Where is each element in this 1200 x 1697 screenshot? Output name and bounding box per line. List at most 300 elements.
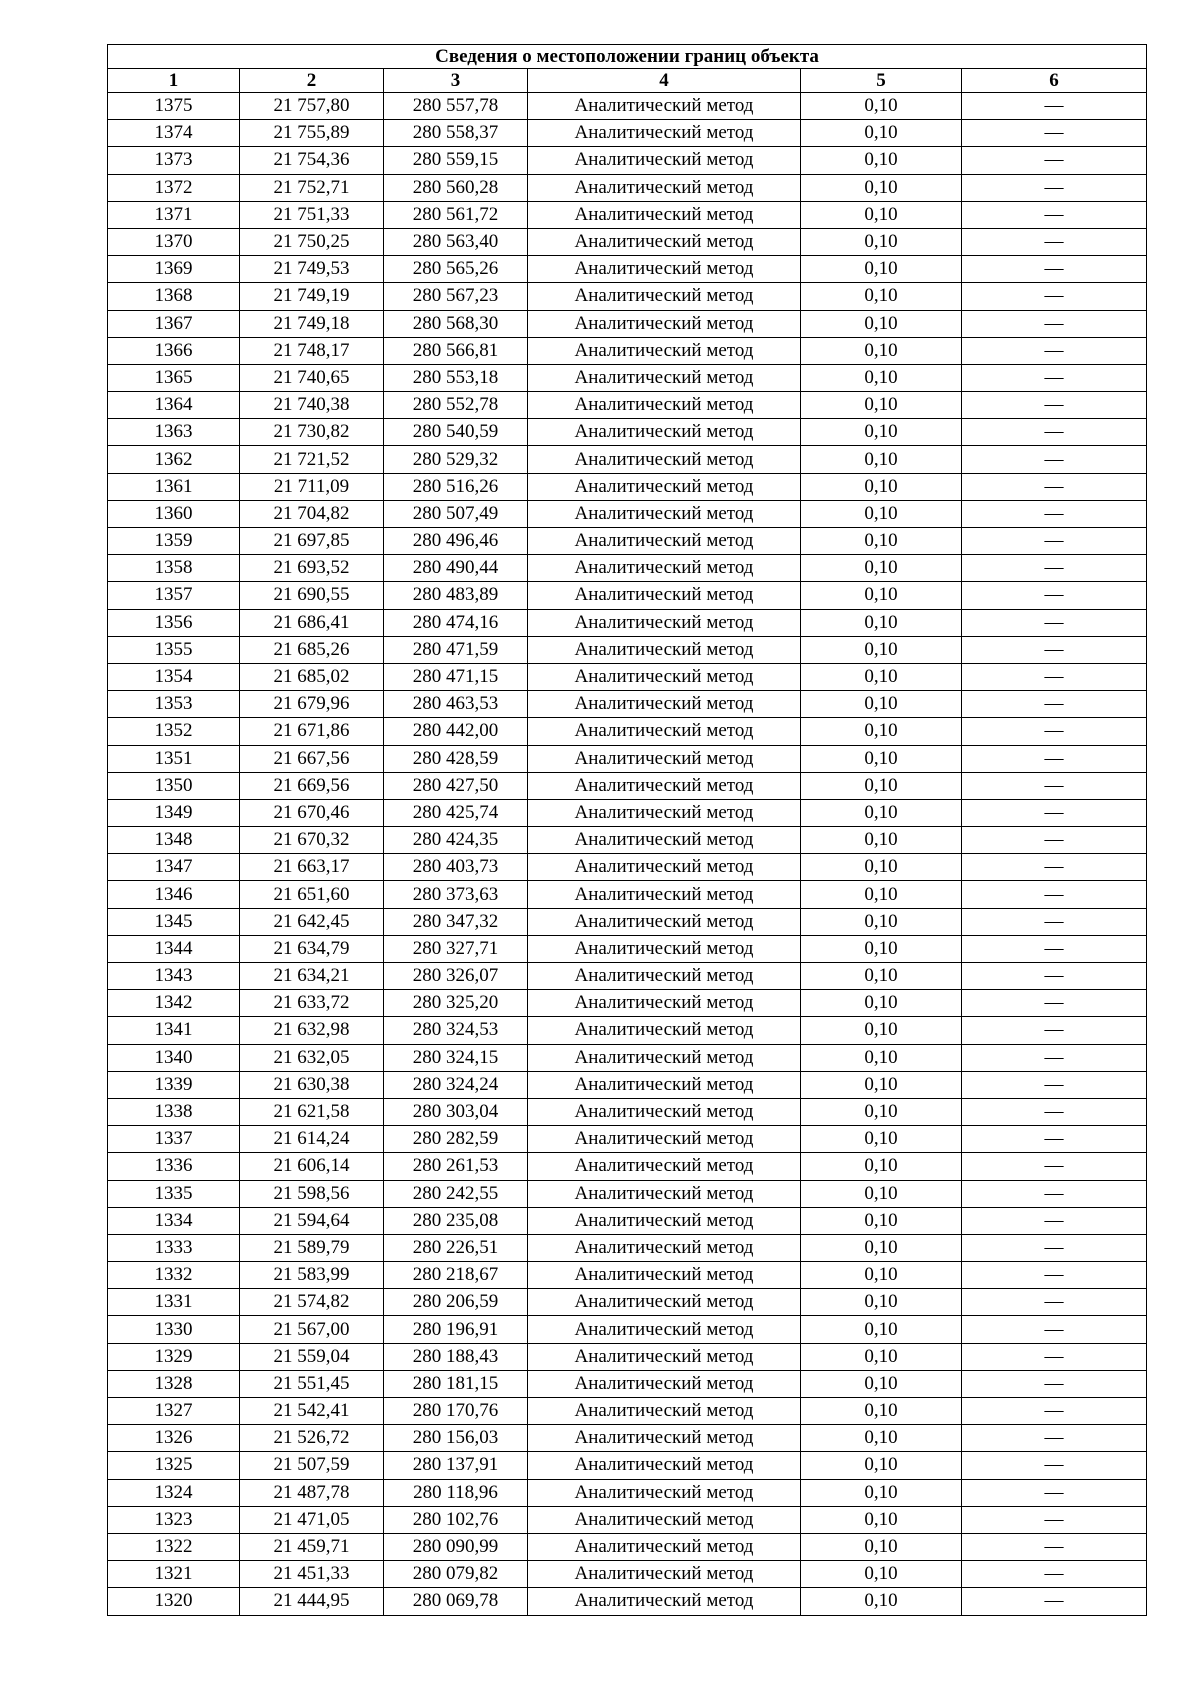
description-cell: — xyxy=(962,419,1147,446)
table-row xyxy=(108,663,1147,690)
accuracy-cell: 0,10 xyxy=(801,1071,962,1098)
table-row xyxy=(108,1343,1147,1370)
table-head xyxy=(108,45,1147,93)
y-coordinate-cell: 280 424,35 xyxy=(384,827,528,854)
x-coordinate-cell: 21 704,82 xyxy=(240,500,384,527)
y-coordinate-cell: 280 540,59 xyxy=(384,419,528,446)
description-cell: — xyxy=(962,1071,1147,1098)
accuracy-cell: 0,10 xyxy=(801,283,962,310)
method-cell: Аналитический метод xyxy=(528,1588,801,1615)
accuracy-cell: 0,10 xyxy=(801,1017,962,1044)
accuracy-cell: 0,10 xyxy=(801,256,962,283)
y-coordinate-cell: 280 483,89 xyxy=(384,582,528,609)
description-cell: — xyxy=(962,228,1147,255)
table-row xyxy=(108,1234,1147,1261)
point-number-cell: 1352 xyxy=(108,718,240,745)
accuracy-cell: 0,10 xyxy=(801,1044,962,1071)
method-cell: Аналитический метод xyxy=(528,555,801,582)
accuracy-cell: 0,10 xyxy=(801,663,962,690)
method-cell: Аналитический метод xyxy=(528,1343,801,1370)
point-number-cell: 1356 xyxy=(108,609,240,636)
description-cell: — xyxy=(962,310,1147,337)
method-cell: Аналитический метод xyxy=(528,854,801,881)
accuracy-cell: 0,10 xyxy=(801,392,962,419)
description-cell: — xyxy=(962,1044,1147,1071)
table-row xyxy=(108,963,1147,990)
x-coordinate-cell: 21 589,79 xyxy=(240,1234,384,1261)
method-cell: Аналитический метод xyxy=(528,1180,801,1207)
table-row xyxy=(108,908,1147,935)
table-row xyxy=(108,1370,1147,1397)
table-row xyxy=(108,283,1147,310)
accuracy-cell: 0,10 xyxy=(801,908,962,935)
x-coordinate-cell: 21 749,53 xyxy=(240,256,384,283)
point-number-cell: 1339 xyxy=(108,1071,240,1098)
table-row xyxy=(108,419,1147,446)
description-cell: — xyxy=(962,1425,1147,1452)
x-coordinate-cell: 21 685,26 xyxy=(240,636,384,663)
description-cell: — xyxy=(962,500,1147,527)
table-row xyxy=(108,799,1147,826)
table-row xyxy=(108,500,1147,527)
accuracy-cell: 0,10 xyxy=(801,799,962,826)
method-cell: Аналитический метод xyxy=(528,1071,801,1098)
table-row xyxy=(108,990,1147,1017)
x-coordinate-cell: 21 754,36 xyxy=(240,147,384,174)
method-cell: Аналитический метод xyxy=(528,1561,801,1588)
x-coordinate-cell: 21 667,56 xyxy=(240,745,384,772)
table-row xyxy=(108,120,1147,147)
description-cell: — xyxy=(962,1153,1147,1180)
method-cell: Аналитический метод xyxy=(528,174,801,201)
y-coordinate-cell: 280 137,91 xyxy=(384,1452,528,1479)
x-coordinate-cell: 21 630,38 xyxy=(240,1071,384,1098)
point-number-cell: 1336 xyxy=(108,1153,240,1180)
column-header: 2 xyxy=(240,69,384,93)
accuracy-cell: 0,10 xyxy=(801,500,962,527)
accuracy-cell: 0,10 xyxy=(801,1452,962,1479)
description-cell: — xyxy=(962,827,1147,854)
description-cell: — xyxy=(962,1370,1147,1397)
x-coordinate-cell: 21 748,17 xyxy=(240,337,384,364)
accuracy-cell: 0,10 xyxy=(801,1370,962,1397)
method-cell: Аналитический метод xyxy=(528,1207,801,1234)
method-cell: Аналитический метод xyxy=(528,500,801,527)
table-row xyxy=(108,337,1147,364)
method-cell: Аналитический метод xyxy=(528,1153,801,1180)
table-row xyxy=(108,1262,1147,1289)
description-cell: — xyxy=(962,1017,1147,1044)
y-coordinate-cell: 280 496,46 xyxy=(384,528,528,555)
x-coordinate-cell: 21 730,82 xyxy=(240,419,384,446)
x-coordinate-cell: 21 594,64 xyxy=(240,1207,384,1234)
method-cell: Аналитический метод xyxy=(528,745,801,772)
x-coordinate-cell: 21 471,05 xyxy=(240,1506,384,1533)
point-number-cell: 1327 xyxy=(108,1398,240,1425)
accuracy-cell: 0,10 xyxy=(801,636,962,663)
accuracy-cell: 0,10 xyxy=(801,174,962,201)
y-coordinate-cell: 280 471,15 xyxy=(384,663,528,690)
table-row xyxy=(108,392,1147,419)
description-cell: — xyxy=(962,1588,1147,1615)
point-number-cell: 1328 xyxy=(108,1370,240,1397)
point-number-cell: 1374 xyxy=(108,120,240,147)
accuracy-cell: 0,10 xyxy=(801,963,962,990)
y-coordinate-cell: 280 188,43 xyxy=(384,1343,528,1370)
point-number-cell: 1338 xyxy=(108,1098,240,1125)
x-coordinate-cell: 21 679,96 xyxy=(240,691,384,718)
point-number-cell: 1332 xyxy=(108,1262,240,1289)
table-row xyxy=(108,1289,1147,1316)
table-row xyxy=(108,364,1147,391)
column-header: 5 xyxy=(801,69,962,93)
description-cell: — xyxy=(962,854,1147,881)
description-cell: — xyxy=(962,1289,1147,1316)
method-cell: Аналитический метод xyxy=(528,446,801,473)
accuracy-cell: 0,10 xyxy=(801,1533,962,1560)
y-coordinate-cell: 280 324,53 xyxy=(384,1017,528,1044)
method-cell: Аналитический метод xyxy=(528,1479,801,1506)
accuracy-cell: 0,10 xyxy=(801,473,962,500)
x-coordinate-cell: 21 567,00 xyxy=(240,1316,384,1343)
point-number-cell: 1341 xyxy=(108,1017,240,1044)
accuracy-cell: 0,10 xyxy=(801,1126,962,1153)
description-cell: — xyxy=(962,555,1147,582)
table-row xyxy=(108,881,1147,908)
method-cell: Аналитический метод xyxy=(528,1316,801,1343)
description-cell: — xyxy=(962,337,1147,364)
method-cell: Аналитический метод xyxy=(528,1452,801,1479)
point-number-cell: 1359 xyxy=(108,528,240,555)
table-row xyxy=(108,1506,1147,1533)
table-row xyxy=(108,528,1147,555)
accuracy-cell: 0,10 xyxy=(801,881,962,908)
x-coordinate-cell: 21 459,71 xyxy=(240,1533,384,1560)
table-row xyxy=(108,582,1147,609)
accuracy-cell: 0,10 xyxy=(801,364,962,391)
method-cell: Аналитический метод xyxy=(528,1017,801,1044)
accuracy-cell: 0,10 xyxy=(801,1479,962,1506)
point-number-cell: 1363 xyxy=(108,419,240,446)
accuracy-cell: 0,10 xyxy=(801,1234,962,1261)
point-number-cell: 1366 xyxy=(108,337,240,364)
table-row xyxy=(108,1071,1147,1098)
accuracy-cell: 0,10 xyxy=(801,745,962,772)
description-cell: — xyxy=(962,1398,1147,1425)
y-coordinate-cell: 280 558,37 xyxy=(384,120,528,147)
accuracy-cell: 0,10 xyxy=(801,419,962,446)
method-cell: Аналитический метод xyxy=(528,1044,801,1071)
description-cell: — xyxy=(962,1126,1147,1153)
column-number-row xyxy=(108,69,1147,93)
y-coordinate-cell: 280 242,55 xyxy=(384,1180,528,1207)
table-row xyxy=(108,1479,1147,1506)
table-row xyxy=(108,1588,1147,1615)
description-cell: — xyxy=(962,283,1147,310)
method-cell: Аналитический метод xyxy=(528,1262,801,1289)
y-coordinate-cell: 280 069,78 xyxy=(384,1588,528,1615)
method-cell: Аналитический метод xyxy=(528,473,801,500)
table-row xyxy=(108,174,1147,201)
method-cell: Аналитический метод xyxy=(528,1098,801,1125)
point-number-cell: 1370 xyxy=(108,228,240,255)
x-coordinate-cell: 21 634,79 xyxy=(240,935,384,962)
y-coordinate-cell: 280 561,72 xyxy=(384,201,528,228)
y-coordinate-cell: 280 170,76 xyxy=(384,1398,528,1425)
x-coordinate-cell: 21 721,52 xyxy=(240,446,384,473)
y-coordinate-cell: 280 463,53 xyxy=(384,691,528,718)
description-cell: — xyxy=(962,772,1147,799)
accuracy-cell: 0,10 xyxy=(801,1289,962,1316)
point-number-cell: 1321 xyxy=(108,1561,240,1588)
accuracy-cell: 0,10 xyxy=(801,555,962,582)
table-row xyxy=(108,1425,1147,1452)
description-cell: — xyxy=(962,120,1147,147)
method-cell: Аналитический метод xyxy=(528,364,801,391)
y-coordinate-cell: 280 474,16 xyxy=(384,609,528,636)
x-coordinate-cell: 21 685,02 xyxy=(240,663,384,690)
point-number-cell: 1351 xyxy=(108,745,240,772)
x-coordinate-cell: 21 670,32 xyxy=(240,827,384,854)
method-cell: Аналитический метод xyxy=(528,827,801,854)
y-coordinate-cell: 280 565,26 xyxy=(384,256,528,283)
table-row xyxy=(108,691,1147,718)
point-number-cell: 1372 xyxy=(108,174,240,201)
x-coordinate-cell: 21 651,60 xyxy=(240,881,384,908)
method-cell: Аналитический метод xyxy=(528,1425,801,1452)
table-row xyxy=(108,256,1147,283)
accuracy-cell: 0,10 xyxy=(801,201,962,228)
y-coordinate-cell: 280 563,40 xyxy=(384,228,528,255)
point-number-cell: 1355 xyxy=(108,636,240,663)
accuracy-cell: 0,10 xyxy=(801,228,962,255)
description-cell: — xyxy=(962,908,1147,935)
y-coordinate-cell: 280 218,67 xyxy=(384,1262,528,1289)
accuracy-cell: 0,10 xyxy=(801,691,962,718)
description-cell: — xyxy=(962,636,1147,663)
table-row xyxy=(108,1398,1147,1425)
table-row xyxy=(108,609,1147,636)
table-row xyxy=(108,310,1147,337)
y-coordinate-cell: 280 552,78 xyxy=(384,392,528,419)
accuracy-cell: 0,10 xyxy=(801,1153,962,1180)
description-cell: — xyxy=(962,392,1147,419)
accuracy-cell: 0,10 xyxy=(801,1506,962,1533)
y-coordinate-cell: 280 303,04 xyxy=(384,1098,528,1125)
x-coordinate-cell: 21 752,71 xyxy=(240,174,384,201)
point-number-cell: 1325 xyxy=(108,1452,240,1479)
y-coordinate-cell: 280 261,53 xyxy=(384,1153,528,1180)
x-coordinate-cell: 21 598,56 xyxy=(240,1180,384,1207)
y-coordinate-cell: 280 324,15 xyxy=(384,1044,528,1071)
x-coordinate-cell: 21 740,65 xyxy=(240,364,384,391)
point-number-cell: 1371 xyxy=(108,201,240,228)
table-row xyxy=(108,1044,1147,1071)
point-number-cell: 1375 xyxy=(108,93,240,120)
description-cell: — xyxy=(962,473,1147,500)
method-cell: Аналитический метод xyxy=(528,147,801,174)
point-number-cell: 1331 xyxy=(108,1289,240,1316)
point-number-cell: 1361 xyxy=(108,473,240,500)
y-coordinate-cell: 280 490,44 xyxy=(384,555,528,582)
point-number-cell: 1340 xyxy=(108,1044,240,1071)
table-row xyxy=(108,1316,1147,1343)
x-coordinate-cell: 21 621,58 xyxy=(240,1098,384,1125)
accuracy-cell: 0,10 xyxy=(801,147,962,174)
description-cell: — xyxy=(962,93,1147,120)
y-coordinate-cell: 280 529,32 xyxy=(384,446,528,473)
method-cell: Аналитический метод xyxy=(528,799,801,826)
y-coordinate-cell: 280 559,15 xyxy=(384,147,528,174)
method-cell: Аналитический метод xyxy=(528,392,801,419)
y-coordinate-cell: 280 428,59 xyxy=(384,745,528,772)
point-number-cell: 1362 xyxy=(108,446,240,473)
method-cell: Аналитический метод xyxy=(528,256,801,283)
point-number-cell: 1350 xyxy=(108,772,240,799)
table-row xyxy=(108,1180,1147,1207)
column-header: 1 xyxy=(108,69,240,93)
x-coordinate-cell: 21 757,80 xyxy=(240,93,384,120)
y-coordinate-cell: 280 325,20 xyxy=(384,990,528,1017)
x-coordinate-cell: 21 551,45 xyxy=(240,1370,384,1397)
method-cell: Аналитический метод xyxy=(528,908,801,935)
description-cell: — xyxy=(962,1234,1147,1261)
method-cell: Аналитический метод xyxy=(528,310,801,337)
method-cell: Аналитический метод xyxy=(528,609,801,636)
x-coordinate-cell: 21 444,95 xyxy=(240,1588,384,1615)
table-row xyxy=(108,1126,1147,1153)
accuracy-cell: 0,10 xyxy=(801,1588,962,1615)
x-coordinate-cell: 21 633,72 xyxy=(240,990,384,1017)
table-row xyxy=(108,935,1147,962)
table-row xyxy=(108,1017,1147,1044)
method-cell: Аналитический метод xyxy=(528,528,801,555)
title-row xyxy=(108,45,1147,69)
description-cell: — xyxy=(962,1452,1147,1479)
description-cell: — xyxy=(962,174,1147,201)
method-cell: Аналитический метод xyxy=(528,718,801,745)
point-number-cell: 1343 xyxy=(108,963,240,990)
method-cell: Аналитический метод xyxy=(528,1533,801,1560)
table-body xyxy=(108,93,1147,1616)
description-cell: — xyxy=(962,799,1147,826)
method-cell: Аналитический метод xyxy=(528,283,801,310)
point-number-cell: 1368 xyxy=(108,283,240,310)
y-coordinate-cell: 280 079,82 xyxy=(384,1561,528,1588)
y-coordinate-cell: 280 226,51 xyxy=(384,1234,528,1261)
description-cell: — xyxy=(962,881,1147,908)
y-coordinate-cell: 280 557,78 xyxy=(384,93,528,120)
point-number-cell: 1360 xyxy=(108,500,240,527)
y-coordinate-cell: 280 102,76 xyxy=(384,1506,528,1533)
accuracy-cell: 0,10 xyxy=(801,582,962,609)
table-row xyxy=(108,147,1147,174)
y-coordinate-cell: 280 347,32 xyxy=(384,908,528,935)
point-number-cell: 1335 xyxy=(108,1180,240,1207)
accuracy-cell: 0,10 xyxy=(801,772,962,799)
accuracy-cell: 0,10 xyxy=(801,93,962,120)
accuracy-cell: 0,10 xyxy=(801,1343,962,1370)
x-coordinate-cell: 21 711,09 xyxy=(240,473,384,500)
description-cell: — xyxy=(962,1561,1147,1588)
description-cell: — xyxy=(962,1207,1147,1234)
method-cell: Аналитический метод xyxy=(528,935,801,962)
x-coordinate-cell: 21 526,72 xyxy=(240,1425,384,1452)
point-number-cell: 1348 xyxy=(108,827,240,854)
point-number-cell: 1345 xyxy=(108,908,240,935)
accuracy-cell: 0,10 xyxy=(801,990,962,1017)
table-row xyxy=(108,1561,1147,1588)
x-coordinate-cell: 21 632,05 xyxy=(240,1044,384,1071)
description-cell: — xyxy=(962,1343,1147,1370)
boundary-coordinates-table xyxy=(107,44,1147,1616)
table-row xyxy=(108,93,1147,120)
point-number-cell: 1333 xyxy=(108,1234,240,1261)
method-cell: Аналитический метод xyxy=(528,582,801,609)
description-cell: — xyxy=(962,745,1147,772)
accuracy-cell: 0,10 xyxy=(801,935,962,962)
accuracy-cell: 0,10 xyxy=(801,446,962,473)
description-cell: — xyxy=(962,663,1147,690)
table-row xyxy=(108,201,1147,228)
y-coordinate-cell: 280 560,28 xyxy=(384,174,528,201)
description-cell: — xyxy=(962,1262,1147,1289)
table-row xyxy=(108,636,1147,663)
point-number-cell: 1324 xyxy=(108,1479,240,1506)
accuracy-cell: 0,10 xyxy=(801,1425,962,1452)
table-row xyxy=(108,772,1147,799)
accuracy-cell: 0,10 xyxy=(801,1207,962,1234)
y-coordinate-cell: 280 118,96 xyxy=(384,1479,528,1506)
x-coordinate-cell: 21 669,56 xyxy=(240,772,384,799)
point-number-cell: 1358 xyxy=(108,555,240,582)
x-coordinate-cell: 21 690,55 xyxy=(240,582,384,609)
y-coordinate-cell: 280 567,23 xyxy=(384,283,528,310)
point-number-cell: 1347 xyxy=(108,854,240,881)
method-cell: Аналитический метод xyxy=(528,663,801,690)
x-coordinate-cell: 21 749,19 xyxy=(240,283,384,310)
point-number-cell: 1349 xyxy=(108,799,240,826)
y-coordinate-cell: 280 566,81 xyxy=(384,337,528,364)
y-coordinate-cell: 280 181,15 xyxy=(384,1370,528,1397)
point-number-cell: 1369 xyxy=(108,256,240,283)
description-cell: — xyxy=(962,935,1147,962)
y-coordinate-cell: 280 324,24 xyxy=(384,1071,528,1098)
description-cell: — xyxy=(962,1316,1147,1343)
column-header: 6 xyxy=(962,69,1147,93)
description-cell: — xyxy=(962,963,1147,990)
y-coordinate-cell: 280 326,07 xyxy=(384,963,528,990)
table-title: Сведения о местоположении границ объекта xyxy=(108,45,1147,69)
point-number-cell: 1334 xyxy=(108,1207,240,1234)
x-coordinate-cell: 21 451,33 xyxy=(240,1561,384,1588)
method-cell: Аналитический метод xyxy=(528,881,801,908)
description-cell: — xyxy=(962,201,1147,228)
table-row xyxy=(108,1533,1147,1560)
point-number-cell: 1373 xyxy=(108,147,240,174)
x-coordinate-cell: 21 749,18 xyxy=(240,310,384,337)
accuracy-cell: 0,10 xyxy=(801,120,962,147)
description-cell: — xyxy=(962,1506,1147,1533)
point-number-cell: 1330 xyxy=(108,1316,240,1343)
point-number-cell: 1346 xyxy=(108,881,240,908)
y-coordinate-cell: 280 553,18 xyxy=(384,364,528,391)
y-coordinate-cell: 280 425,74 xyxy=(384,799,528,826)
method-cell: Аналитический метод xyxy=(528,1398,801,1425)
method-cell: Аналитический метод xyxy=(528,201,801,228)
point-number-cell: 1364 xyxy=(108,392,240,419)
description-cell: — xyxy=(962,718,1147,745)
